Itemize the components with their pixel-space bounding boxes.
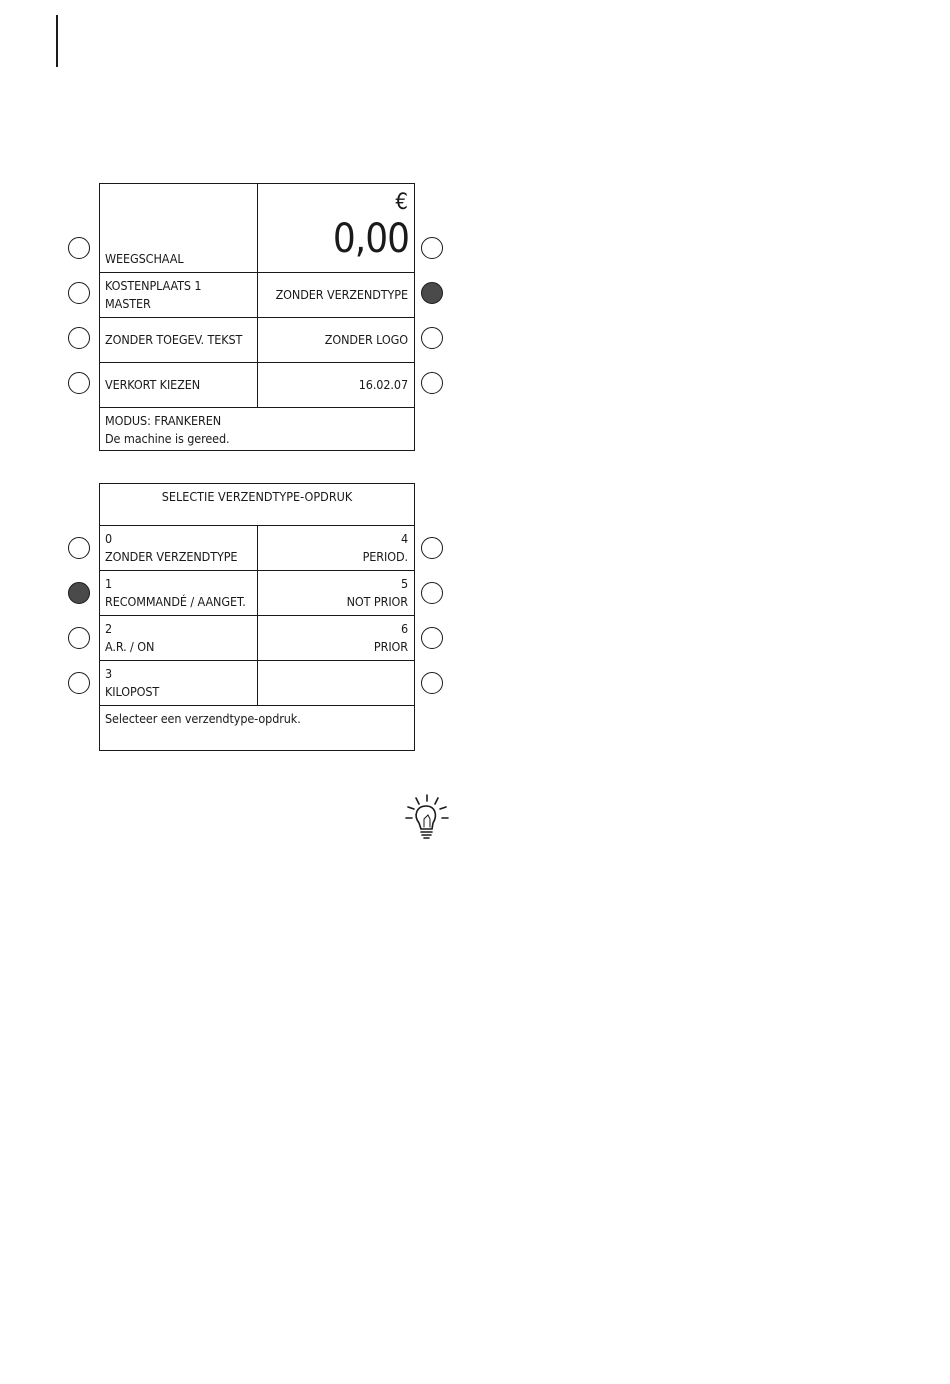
option-0-label: ZONDER VERZENDTYPE (105, 549, 238, 564)
softkey-right-2-verzendtype[interactable] (421, 282, 443, 304)
softkey-left-3-toegev-tekst[interactable] (68, 327, 90, 349)
softkey-left-2-kostenplaats[interactable] (68, 282, 90, 304)
row-text-logo (100, 318, 414, 363)
lightbulb-icon (404, 793, 450, 841)
row-cost-center (100, 273, 414, 318)
selection-title-row (100, 484, 414, 526)
row-shortcut-date (100, 363, 414, 408)
cell-verzendtype (258, 273, 414, 317)
option-row-2 (100, 571, 414, 616)
softkey-option-2[interactable] (68, 627, 90, 649)
option-4-label: PERIOD. (362, 549, 408, 564)
option-4-number: 4 (400, 531, 408, 546)
softkey-right-4-date[interactable] (421, 372, 443, 394)
cell-logo (258, 318, 414, 362)
option-3-number: 3 (105, 666, 113, 681)
option-5-label: NOT PRIOR (346, 594, 408, 609)
option-6-number: 6 (400, 621, 408, 636)
softkey-right-3-logo[interactable] (421, 327, 443, 349)
selection-title: SELECTIE VERZENDTYPE-OPDRUK (161, 489, 353, 504)
status-mode: MODUS: FRANKEREN (105, 413, 222, 428)
selection-status-message: Selecteer een verzendtype-opdruk. (105, 711, 301, 726)
softkey-right-1-amount[interactable] (421, 237, 443, 259)
option-1-cell (100, 571, 258, 615)
display-main-screen (99, 183, 415, 451)
status-area (100, 408, 414, 450)
date-label: 16.02.07 (358, 377, 408, 392)
option-2-number: 2 (105, 621, 113, 636)
toegev-tekst-label: ZONDER TOEGEV. TEKST (105, 332, 243, 347)
status-message: De machine is gereed. (105, 431, 230, 446)
margin-rule (56, 15, 58, 67)
option-2-label: A.R. / ON (105, 639, 155, 654)
option-empty-cell (258, 661, 414, 705)
softkey-option-3[interactable] (68, 672, 90, 694)
kostenplaats-label: KOSTENPLAATS 1 (105, 278, 202, 293)
weegschaal-label: WEEGSCHAAL (105, 251, 184, 266)
cell-kostenplaats (100, 273, 258, 317)
cell-date (258, 363, 414, 407)
logo-label: ZONDER LOGO (324, 332, 408, 347)
verkort-kiezen-label: VERKORT KIEZEN (105, 377, 201, 392)
cell-amount (258, 184, 414, 272)
cell-verkort-kiezen (100, 363, 258, 407)
softkey-option-0[interactable] (68, 537, 90, 559)
softkey-option-4[interactable] (421, 537, 443, 559)
kostenplaats-sub-label: MASTER (105, 296, 151, 311)
option-0-number: 0 (105, 531, 113, 546)
cell-weegschaal (100, 184, 258, 272)
option-5-cell (258, 571, 414, 615)
option-row-3 (100, 616, 414, 661)
currency-symbol: € (395, 190, 408, 215)
option-4-cell (258, 526, 414, 570)
option-1-number: 1 (105, 576, 113, 591)
cell-toegev-tekst (100, 318, 258, 362)
row-weighing (100, 184, 414, 273)
softkey-option-empty[interactable] (421, 672, 443, 694)
option-6-cell (258, 616, 414, 660)
softkey-left-1-weegschaal[interactable] (68, 237, 90, 259)
option-6-label: PRIOR (373, 639, 408, 654)
option-0-cell (100, 526, 258, 570)
option-5-number: 5 (400, 576, 408, 591)
display-selection-screen (99, 483, 415, 751)
softkey-option-6[interactable] (421, 627, 443, 649)
softkey-option-5[interactable] (421, 582, 443, 604)
option-3-label: KILOPOST (105, 684, 160, 699)
verzendtype-label: ZONDER VERZENDTYPE (275, 287, 408, 302)
selection-status-area (100, 706, 414, 750)
option-3-cell (100, 661, 258, 705)
softkey-left-4-verkort-kiezen[interactable] (68, 372, 90, 394)
softkey-option-1[interactable] (68, 582, 90, 604)
option-2-cell (100, 616, 258, 660)
option-row-1 (100, 526, 414, 571)
option-1-label: RECOMMANDÉ / AANGET. (105, 594, 246, 609)
option-row-4 (100, 661, 414, 706)
postage-amount: 0,00 (332, 216, 409, 262)
